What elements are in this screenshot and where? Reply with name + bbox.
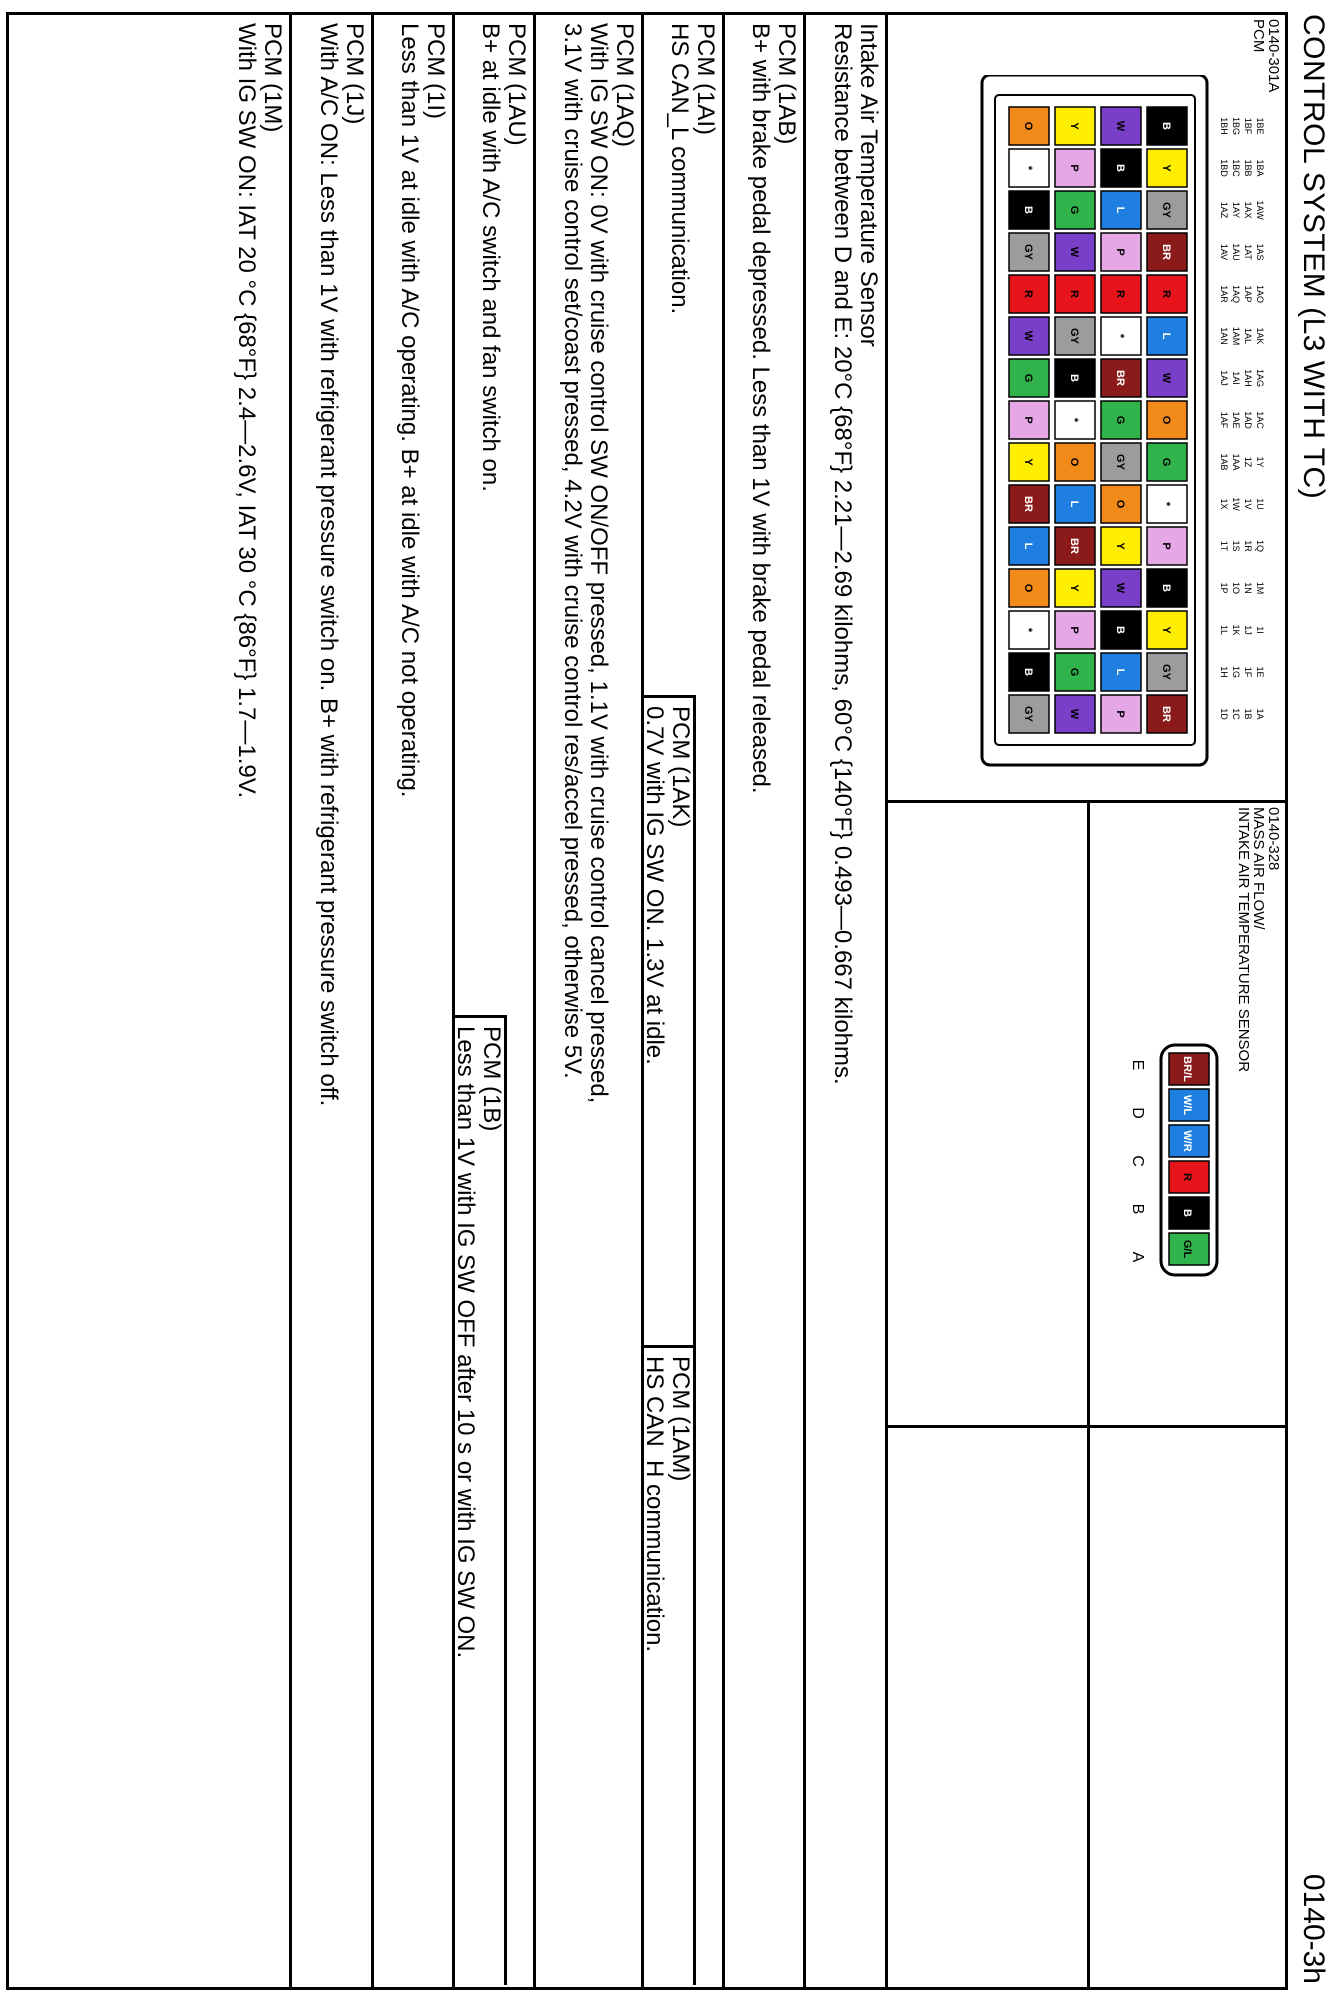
pin-color-code: Y	[1114, 542, 1126, 550]
pin-label: 1BG	[1231, 116, 1241, 136]
pin-color-code: R	[1068, 290, 1080, 298]
maf-pin-label: A	[1129, 1251, 1146, 1263]
pin-color-code: BR	[1160, 706, 1172, 722]
row-title: PCM (1J)	[341, 23, 368, 125]
table-cell	[452, 1015, 507, 1985]
pin-color-code: P	[1068, 626, 1080, 634]
pin-label: 1O	[1231, 581, 1241, 595]
pin-color-code: G	[1022, 373, 1034, 383]
pin-label: 1C	[1231, 708, 1241, 720]
table-row	[533, 15, 641, 1987]
page-id: 0140-3h	[1297, 1873, 1330, 1984]
row-text-1: With IG SW ON: 0V with cruise control SW ON/OFF pressed, 1.1V with cruise control cancel pressed,	[585, 23, 612, 1104]
pin-color-code: O	[1114, 499, 1126, 509]
pin-color-code: B	[1160, 122, 1172, 130]
maf-pin-label: C	[1129, 1155, 1146, 1167]
maf-connector-code: 0140-328	[1265, 807, 1282, 871]
pin-label: 1D	[1219, 708, 1229, 720]
pin-label: 1A	[1255, 708, 1265, 720]
pin-color-code: O	[1022, 583, 1034, 593]
pin-label: 1BB	[1243, 159, 1253, 177]
pin-color-code: Y	[1068, 122, 1080, 130]
pin-label: 1Y	[1255, 456, 1265, 468]
pin-label: 1V	[1243, 498, 1253, 510]
cell-title: PCM (1AI)	[692, 23, 719, 136]
pin-label: 1AB	[1219, 453, 1229, 471]
pin-label: 1AY	[1231, 201, 1241, 219]
pin-label: 1BA	[1255, 159, 1265, 177]
pin-label: 1AH	[1243, 369, 1253, 387]
pin-label: 1T	[1219, 540, 1229, 552]
pin-color-code: R	[1160, 290, 1172, 298]
maf-wire-code: W/L	[1181, 1094, 1193, 1116]
pin-label: 1U	[1255, 498, 1265, 510]
pin-color-code: B	[1022, 668, 1034, 676]
pin-color-code: Y	[1068, 584, 1080, 592]
pin-label: 1AN	[1219, 327, 1229, 345]
cell-text: HS CAN_L communication.	[666, 23, 693, 315]
pin-color-code: G	[1068, 667, 1080, 677]
pin-color-code: W	[1068, 246, 1080, 258]
pin-color-code: R	[1022, 290, 1034, 298]
cell-text: HS CAN_H communication.	[641, 1356, 668, 1653]
pin-label: 1AL	[1243, 327, 1253, 345]
pin-color-code: GY	[1160, 664, 1172, 680]
diagram-frame	[6, 12, 1288, 1990]
pin-color-code: *	[1022, 627, 1034, 633]
pin-label: 1AS	[1255, 243, 1265, 261]
maf-connector-name-1: MASS AIR FLOW/	[1250, 807, 1267, 930]
row-text: With IG SW ON: IAT 20 °C {68°F} 2.4—2.6V, IAT 30 °C {86°F} 1.7—1.9V.	[233, 23, 260, 799]
pin-label: 1X	[1219, 498, 1229, 510]
pin-color-code: W	[1068, 708, 1080, 720]
pin-label: 1BD	[1219, 159, 1229, 177]
maf-pin-label: E	[1129, 1059, 1146, 1071]
pin-color-code: G	[1114, 415, 1126, 425]
pin-color-code: GY	[1068, 328, 1080, 344]
row-title: PCM (1M)	[259, 23, 286, 133]
maf-connector-label	[1236, 807, 1281, 1072]
pin-color-code: *	[1068, 417, 1080, 423]
pin-color-code: L	[1114, 668, 1126, 676]
pin-label: 1W	[1231, 497, 1241, 511]
pin-color-code: GY	[1022, 706, 1034, 722]
pin-label: 1L	[1219, 624, 1229, 636]
pin-label: 1AO	[1255, 284, 1265, 304]
pin-color-code: Y	[1160, 164, 1172, 172]
pin-label: 1B	[1243, 708, 1253, 720]
pin-label: 1Q	[1255, 539, 1265, 553]
pin-label: 1J	[1243, 625, 1253, 635]
table-row	[803, 15, 885, 1987]
table-row	[289, 15, 371, 1987]
pin-label: 1AU	[1231, 243, 1241, 261]
pin-color-code: GY	[1114, 454, 1126, 470]
pin-color-code: W	[1022, 330, 1034, 342]
maf-pin-labels	[1129, 1060, 1146, 1263]
pin-color-code: B	[1114, 164, 1126, 172]
pin-label: 1S	[1231, 540, 1241, 552]
pin-color-code: Y	[1160, 626, 1172, 634]
maf-wire-code: W/R	[1181, 1130, 1193, 1152]
pin-color-code: L	[1022, 542, 1034, 550]
row-text-2: 3.1V with cruise control set/coast pressed, 4.2V with cruise control res/accel pressed, otherwise 5V.	[559, 23, 586, 1079]
pin-color-code: *	[1114, 333, 1126, 339]
pin-color-code: BR	[1114, 370, 1126, 386]
pin-color-code: *	[1160, 501, 1172, 507]
pin-color-code: BR	[1022, 496, 1034, 512]
pin-label: 1M	[1255, 581, 1265, 595]
pcm-connector-diagram	[977, 75, 1267, 775]
pin-color-code: L	[1068, 500, 1080, 508]
maf-pin-grid	[1161, 1045, 1217, 1275]
pin-color-code: GY	[1160, 202, 1172, 218]
pin-color-code: R	[1114, 290, 1126, 298]
pin-label: 1AJ	[1219, 370, 1229, 386]
pin-label: 1Z	[1243, 456, 1253, 468]
row-title: Intake Air Temperature Sensor	[855, 23, 882, 347]
pin-color-code: P	[1160, 542, 1172, 550]
pin-label: 1E	[1255, 666, 1265, 678]
table-row	[452, 15, 533, 1987]
pin-label: 1AG	[1255, 368, 1265, 388]
pin-label: 1AF	[1219, 411, 1229, 429]
row-title: PCM (1AQ)	[611, 23, 638, 148]
maf-connector-diagram	[1105, 1035, 1225, 1295]
pin-label: 1BH	[1219, 117, 1229, 135]
pin-color-code: O	[1022, 121, 1034, 131]
maf-wire-code: R	[1181, 1173, 1193, 1181]
pin-color-code: G	[1160, 457, 1172, 467]
table-row	[722, 15, 803, 1987]
maf-wire-code: B	[1181, 1209, 1193, 1217]
connector-panel	[885, 15, 1285, 1987]
pin-label: 1BC	[1231, 159, 1241, 177]
table-row	[371, 15, 452, 1987]
pin-color-code: B	[1160, 584, 1172, 592]
pin-color-code: P	[1114, 710, 1126, 718]
pin-label: 1AM	[1231, 326, 1241, 346]
pin-color-code: P	[1022, 416, 1034, 424]
maf-pin-label: B	[1129, 1203, 1146, 1215]
pin-color-code: B	[1114, 626, 1126, 634]
maf-pin-label: D	[1129, 1107, 1146, 1119]
cell-title: PCM (1AM)	[667, 1356, 694, 1482]
pcm-pin-grid	[1009, 107, 1187, 733]
pin-color-code: BR	[1160, 244, 1172, 260]
pin-color-code: B	[1022, 206, 1034, 214]
cell-title: PCM (1B)	[478, 1026, 505, 1132]
cell-text: 0.7V with IG SW ON. 1.3V at idle.	[641, 706, 668, 1065]
pin-label: 1BE	[1255, 117, 1265, 135]
table-cell	[455, 15, 533, 1015]
row-text: Resistance between D and E: 20°C {68°F} 2.21—2.69 kilohms, 60°C {140°F} 0.493—0.667 kilohms.	[829, 23, 856, 1085]
pin-color-code: W	[1114, 120, 1126, 132]
pin-color-code: BR	[1068, 538, 1080, 554]
pin-label: 1AD	[1243, 411, 1253, 429]
pin-color-code: GY	[1022, 244, 1034, 260]
pin-label: 1F	[1243, 666, 1253, 678]
pin-label: 1I	[1255, 626, 1265, 634]
pin-color-code: P	[1068, 164, 1080, 172]
maf-connector-name-2: INTAKE AIR TEMPERATURE SENSOR	[1235, 807, 1252, 1073]
pin-label: 1AA	[1231, 453, 1241, 471]
pin-label: 1AX	[1243, 201, 1253, 219]
pin-color-code: *	[1022, 165, 1034, 171]
pin-label: 1AT	[1243, 244, 1253, 260]
pin-label: 1AR	[1219, 285, 1229, 303]
row-title: PCM (1I)	[422, 23, 449, 119]
pin-color-code: W	[1160, 372, 1172, 384]
row-title: PCM (1AB)	[773, 23, 800, 145]
cell-title: PCM (1AK)	[667, 706, 694, 828]
pin-label: 1P	[1219, 582, 1229, 594]
pin-label: 1AC	[1255, 411, 1265, 429]
pin-color-code: O	[1160, 415, 1172, 425]
row-text: B+ with brake pedal depressed. Less than 1V with brake pedal released.	[747, 23, 774, 794]
maf-wire-code: G/L	[1181, 1239, 1193, 1259]
cell-text: Less than 1V with IG SW OFF after 10 s or with IG SW ON.	[452, 1026, 479, 1659]
pin-color-code: G	[1068, 205, 1080, 215]
maf-wire-code: BR/L	[1181, 1056, 1193, 1082]
pin-label: 1AK	[1255, 327, 1265, 345]
pin-label: 1BF	[1243, 117, 1253, 135]
pin-label: 1AE	[1231, 411, 1241, 429]
pcm-connector-name: PCM	[1250, 19, 1267, 53]
pin-label: 1H	[1219, 666, 1229, 678]
pin-label: 1AZ	[1219, 201, 1229, 219]
pin-color-code: Y	[1022, 458, 1034, 466]
pin-label: 1G	[1231, 665, 1241, 679]
pin-label: 1N	[1243, 582, 1253, 594]
pin-color-code: W	[1114, 582, 1126, 594]
table-row	[641, 15, 722, 1987]
table-cell	[641, 1345, 696, 1985]
pin-label: 1AW	[1255, 200, 1265, 220]
pin-label: 1AI	[1231, 371, 1241, 385]
cell-title: PCM (1AU)	[503, 23, 530, 146]
table-cell	[641, 695, 696, 1345]
pcm-pin-labels	[1219, 117, 1265, 720]
page-title: CONTROL SYSTEM (L3 WITH TC)	[1297, 14, 1330, 500]
pcm-connector-code: 0140-301A	[1265, 19, 1282, 93]
row-text: Less than 1V at idle with A/C operating. B+ at idle with A/C not operating.	[396, 23, 423, 798]
pin-label: 1AQ	[1231, 284, 1241, 304]
pin-label: 1K	[1231, 624, 1241, 636]
table-cell	[644, 15, 722, 695]
pin-color-code: O	[1068, 457, 1080, 467]
pin-label: 1R	[1243, 540, 1253, 552]
pin-color-code: L	[1114, 206, 1126, 214]
pin-label: 1AV	[1219, 243, 1229, 261]
pin-color-code: L	[1160, 332, 1172, 340]
pin-color-code: B	[1068, 374, 1080, 382]
row-text: With A/C ON: Less than 1V with refrigerant pressure switch on. B+ with refrigerant pressure switch off.	[315, 23, 342, 1107]
table-row	[209, 15, 289, 1987]
specification-table	[9, 15, 885, 1987]
pin-label: 1AP	[1243, 285, 1253, 303]
cell-text: B+ at idle with A/C switch and fan switch on.	[477, 23, 504, 492]
pin-color-code: P	[1114, 248, 1126, 256]
